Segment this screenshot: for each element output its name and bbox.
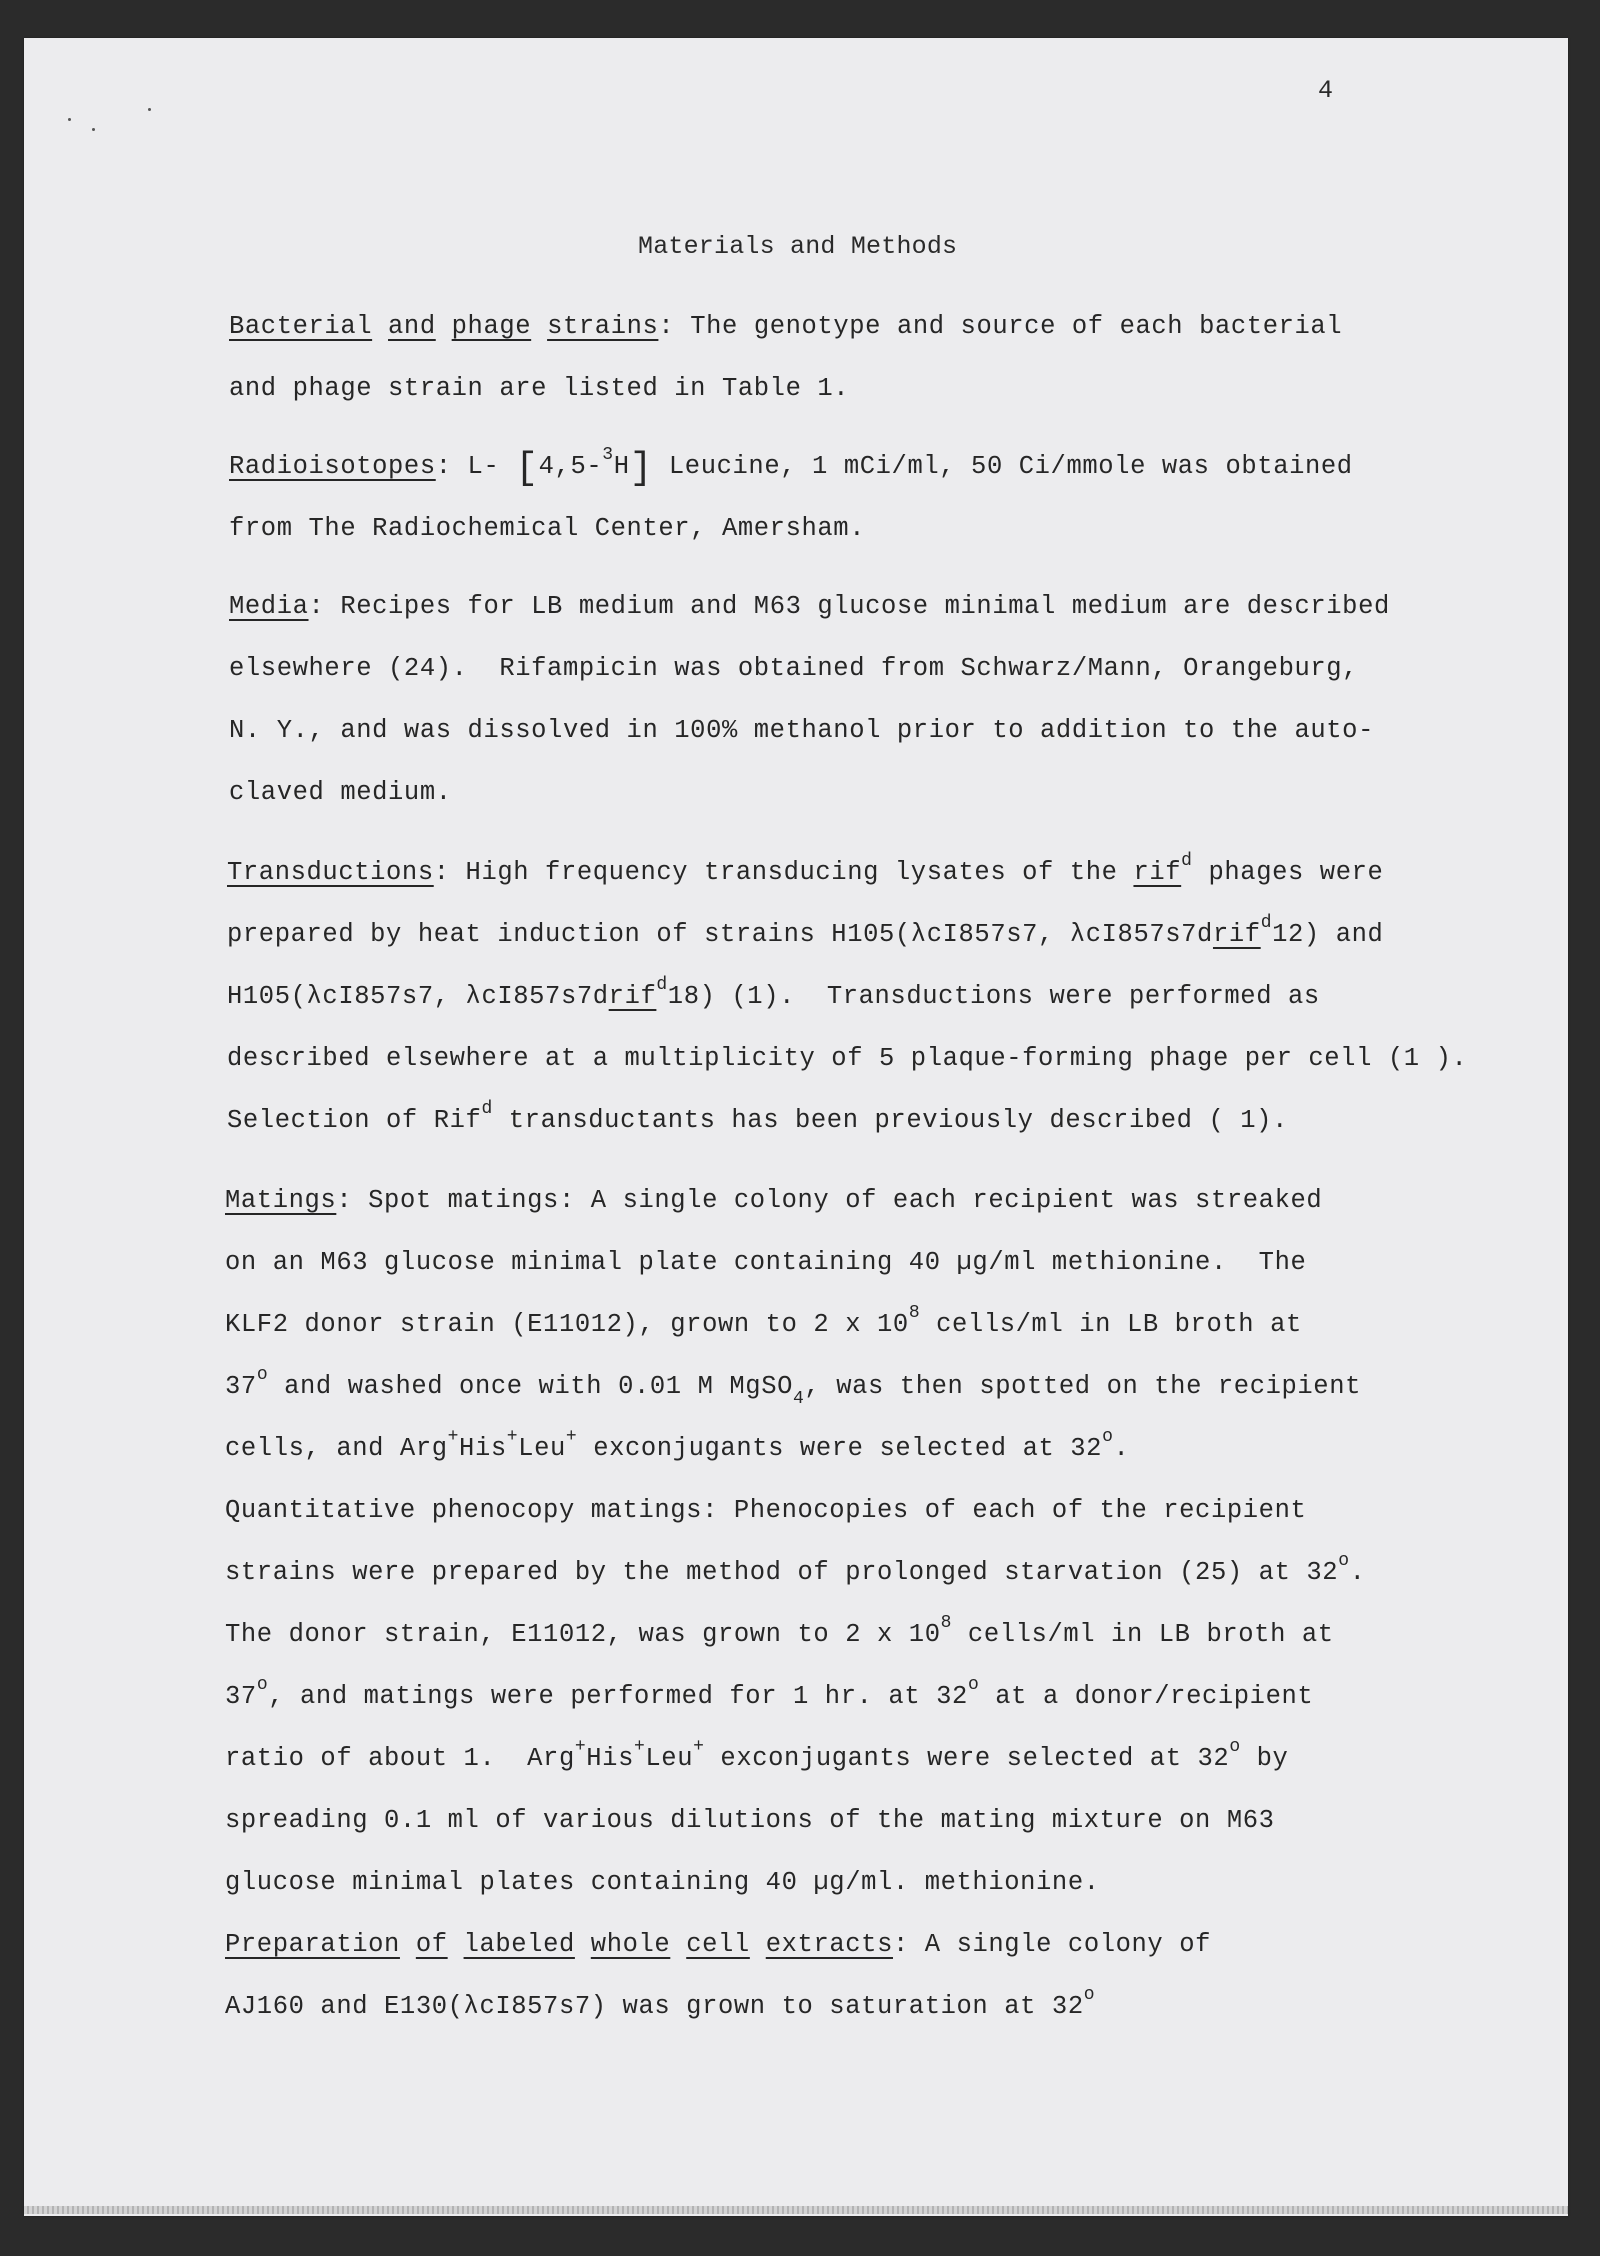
radio-text: H [613, 452, 630, 481]
radio-text: 4,5- [538, 452, 603, 481]
prep-text: AJ160 and E130(λcI857s7) was grown to saturation at 32 [225, 1992, 1084, 2021]
prep-text: : A single colony of [892, 1930, 1212, 1959]
transductions-text: Selection of Rif [227, 1106, 482, 1135]
bracket-close: ] [629, 447, 653, 490]
superscript: o [1083, 1985, 1096, 2005]
matings-line-5 [225, 1427, 1130, 1463]
rif-gene: rif [1212, 920, 1261, 949]
section-title: Materials and Methods [638, 232, 958, 261]
media-line-1 [229, 594, 1390, 620]
matings-text: , was then spotted on the recipient [804, 1372, 1362, 1401]
rif-gene: rif [1133, 858, 1182, 887]
media-line-4: claved medium. [229, 778, 452, 807]
transductions-text: 12) and [1272, 920, 1384, 949]
bacterial-line-2: and phage strain are listed in Table 1. [229, 374, 850, 403]
paper-bottom-edge [24, 2206, 1568, 2214]
transductions-line-3 [227, 975, 1320, 1011]
matings-line-8 [225, 1613, 1334, 1649]
superscript: 3 [602, 445, 614, 465]
superscript: o [1102, 1427, 1114, 1447]
prep-line-2 [225, 1985, 1096, 2021]
superscript: 8 [908, 1303, 921, 1323]
radio-text: : L- [435, 452, 516, 481]
matings-text: The donor strain, E11012, was grown to 2 x 10 [225, 1620, 941, 1649]
matings-line-1 [225, 1188, 1322, 1214]
radio-line-1 [229, 445, 1353, 490]
superscript: 8 [940, 1613, 953, 1633]
media-text: : Recipes for LB medium and M63 glucose minimal medium are described [308, 592, 1390, 621]
matings-text: cells, and Arg [225, 1434, 448, 1463]
media-line-2: elsewhere (24). Rifampicin was obtained from Schwarz/Mann, Orangeburg, [229, 654, 1359, 683]
matings-text: KLF2 donor strain (E11012), grown to 2 x 10 [225, 1310, 909, 1339]
matings-text: . [1349, 1558, 1366, 1587]
bacterial-line-1 [229, 314, 1342, 340]
radio-heading: Radioisotopes [229, 452, 436, 481]
superscript: d [481, 1099, 493, 1119]
matings-line-2: on an M63 glucose minimal plate containing 40 µg/ml methionine. The [225, 1248, 1307, 1277]
radio-text: Leucine, 1 mCi/ml, 50 Ci/mmole was obtained [653, 452, 1353, 481]
matings-line-3 [225, 1303, 1302, 1339]
matings-text: exconjugants were selected at 32 [577, 1434, 1103, 1463]
transductions-line-5 [227, 1099, 1288, 1135]
matings-text: . [1113, 1434, 1130, 1463]
superscript: d [656, 975, 668, 995]
superscript: o [1338, 1551, 1350, 1571]
transductions-heading: Transductions [227, 858, 434, 887]
matings-heading: Matings [225, 1186, 337, 1215]
transductions-text: : High frequency transducing lysates of the [433, 858, 1134, 887]
superscript: + [693, 1737, 705, 1757]
matings-line-9 [225, 1675, 1314, 1711]
superscript: + [565, 1427, 578, 1447]
matings-line-6: Quantitative phenocopy matings: Phenocopies of each of the recipient [225, 1496, 1307, 1525]
matings-text: strains were prepared by the method of prolonged starvation (25) at 32 [225, 1558, 1339, 1587]
transductions-line-1 [227, 851, 1384, 887]
matings-text: ratio of about 1. Arg [225, 1744, 575, 1773]
page-number: 4 [1318, 76, 1334, 105]
dust-speck [68, 118, 71, 121]
matings-text: , and matings were performed for 1 hr. at 32 [268, 1682, 968, 1711]
subscript: 4 [793, 1389, 805, 1409]
prep-heading-word: cell [686, 1930, 750, 1959]
prep-line-1 [225, 1932, 1211, 1958]
matings-line-12: glucose minimal plates containing 40 µg/ml. methionine. [225, 1868, 1100, 1897]
radio-line-2: from The Radiochemical Center, Amersham. [229, 514, 866, 543]
superscript: + [574, 1737, 587, 1757]
prep-heading-word: extracts [765, 1930, 893, 1959]
prep-heading-word: labeled [463, 1930, 575, 1959]
matings-text: : Spot matings: A single colony of each recipient was streaked [336, 1186, 1323, 1215]
matings-text: Leu [518, 1434, 566, 1463]
superscript: d [1181, 851, 1193, 871]
bacterial-heading-word: Bacterial [229, 312, 373, 341]
superscript: + [447, 1427, 460, 1447]
bacterial-heading-word: strains [547, 312, 659, 341]
media-line-3: N. Y., and was dissolved in 100% methanol prior to addition to the auto- [229, 716, 1374, 745]
superscript: + [633, 1737, 646, 1757]
matings-text: and washed once with 0.01 M MgSO [268, 1372, 794, 1401]
bacterial-heading-word: phage [451, 312, 532, 341]
matings-text: cells/ml in LB broth at [952, 1620, 1334, 1649]
superscript: d [1260, 913, 1273, 933]
prep-heading-word: of [415, 1930, 448, 1959]
matings-text: Leu [645, 1744, 694, 1773]
bacterial-heading-word: and [388, 312, 436, 341]
dust-speck [92, 128, 95, 131]
matings-text: by [1240, 1744, 1289, 1773]
transductions-text: phages were [1192, 858, 1384, 887]
bacterial-text: : The genotype and source of each bacterial [658, 312, 1343, 341]
transductions-text: 18) (1). Transductions were performed as [667, 982, 1320, 1011]
media-heading: Media [229, 592, 309, 621]
superscript: o [967, 1675, 980, 1695]
matings-text: His [586, 1744, 634, 1773]
prep-heading-word: whole [590, 1930, 671, 1959]
matings-text: 37 [225, 1372, 257, 1401]
superscript: o [1229, 1737, 1241, 1757]
matings-line-10 [225, 1737, 1289, 1773]
prep-heading-word: Preparation [225, 1930, 400, 1959]
matings-line-4 [225, 1365, 1362, 1409]
transductions-line-2 [227, 913, 1384, 949]
dust-speck [148, 108, 151, 111]
transductions-text: H105(λcI857s7, λcI857s7d [227, 982, 609, 1011]
transductions-line-4: described elsewhere at a multiplicity of 5 plaque-forming phage per cell (1 ). [227, 1044, 1468, 1073]
matings-text: at a donor/recipient [979, 1682, 1314, 1711]
superscript: o [256, 1365, 269, 1385]
superscript: + [506, 1427, 519, 1447]
matings-text: His [459, 1434, 507, 1463]
matings-text: cells/ml in LB broth at [920, 1310, 1302, 1339]
bracket-open: [ [515, 447, 539, 490]
matings-text: exconjugants were selected at 32 [704, 1744, 1230, 1773]
matings-line-11: spreading 0.1 ml of various dilutions of the mating mixture on M63 [225, 1806, 1275, 1835]
matings-line-7 [225, 1551, 1366, 1587]
matings-text: 37 [225, 1682, 257, 1711]
transductions-text: prepared by heat induction of strains H105(λcI857s7, λcI857s7d [227, 920, 1213, 949]
rif-gene: rif [608, 982, 657, 1011]
superscript: o [256, 1675, 269, 1695]
transductions-text: transductants has been previously described ( 1). [492, 1106, 1288, 1135]
